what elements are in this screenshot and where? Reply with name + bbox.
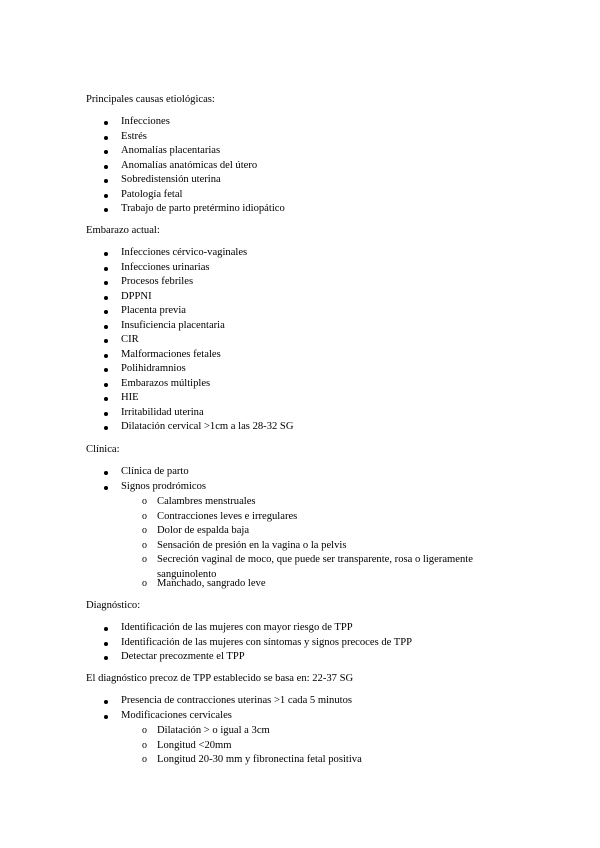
- section-heading-early-diagnosis: El diagnóstico precoz de TPP establecido se basa en: 22-37 SG: [86, 673, 354, 684]
- list-item: Identificación de las mujeres con mayor riesgo de TPP: [121, 622, 353, 633]
- list-item: Placenta previa: [121, 305, 187, 316]
- list-item: Patología fetal: [121, 188, 183, 200]
- list-item: Anomalías placentarias: [121, 145, 221, 156]
- section-heading-current-pregnancy: Embarazo actual:: [86, 225, 160, 236]
- section-heading-diagnosis: Diagnóstico:: [86, 600, 141, 611]
- list-item: Presencia de contracciones uterinas >1 cada 5 minutos: [121, 695, 353, 706]
- list-item: Infecciones cérvico-vaginales: [121, 247, 248, 258]
- sub-list-item: o Longitud 20-30 mm y fibronectina fetal positiva: [157, 753, 362, 768]
- list-item: Procesos febriles: [121, 276, 194, 287]
- sub-list-item: o Dolor de espalda baja: [157, 524, 249, 539]
- list-item: Embarazos múltiples: [121, 377, 211, 389]
- sub-list-item: o Manchado, sangrado leve: [157, 577, 266, 592]
- list-item: Polihidramnios: [121, 363, 186, 374]
- list-item: Estrés: [121, 130, 147, 142]
- sub-list-item: o Sensación de presión en la vagina o la pelvis: [157, 539, 346, 554]
- section-heading-clinical: Clínica:: [86, 444, 120, 455]
- list-item: Malformaciones fetales: [121, 348, 221, 360]
- sub-list-item: o Calambres menstruales: [157, 495, 256, 510]
- list-item: Sobredistensión uterina: [121, 174, 221, 185]
- list-item: Irritabilidad uterina: [121, 406, 204, 418]
- list-item: Modificaciones cervicales: [121, 709, 232, 721]
- list-item: Insuficiencia placentaria: [121, 319, 225, 331]
- sub-list-item: o Contracciones leves e irregulares: [157, 510, 297, 525]
- list-item: Anomalías anatómicas del útero: [121, 159, 258, 171]
- list-item: Clínica de parto: [121, 466, 189, 477]
- list-item: Infecciones: [121, 116, 170, 127]
- list-item: CIR: [121, 334, 139, 345]
- list-item: Dilatación cervical >1cm a las 28-32 SG: [121, 421, 294, 432]
- section-heading-causes: Principales causas etiológicas:: [86, 94, 215, 105]
- sub-list-item: o Secreción vaginal de moco, que puede ser transparente, rosa o ligeramente sanguinolento: [157, 553, 502, 582]
- list-item: Signos prodrómicos: [121, 480, 207, 492]
- sub-list-item: o Dilatación > o igual a 3cm: [157, 724, 270, 739]
- list-item: Infecciones urinarias: [121, 261, 210, 273]
- list-item: Detectar precozmente el TPP: [121, 651, 245, 662]
- list-item: Identificación de las mujeres con síntomas y signos precoces de TPP: [121, 636, 413, 648]
- list-item: Trabajo de parto pretérmino idiopático: [121, 203, 285, 214]
- list-item: HIE: [121, 392, 139, 403]
- sub-list-item: o Longitud <20mm: [157, 739, 232, 754]
- list-item: DPPNI: [121, 290, 152, 302]
